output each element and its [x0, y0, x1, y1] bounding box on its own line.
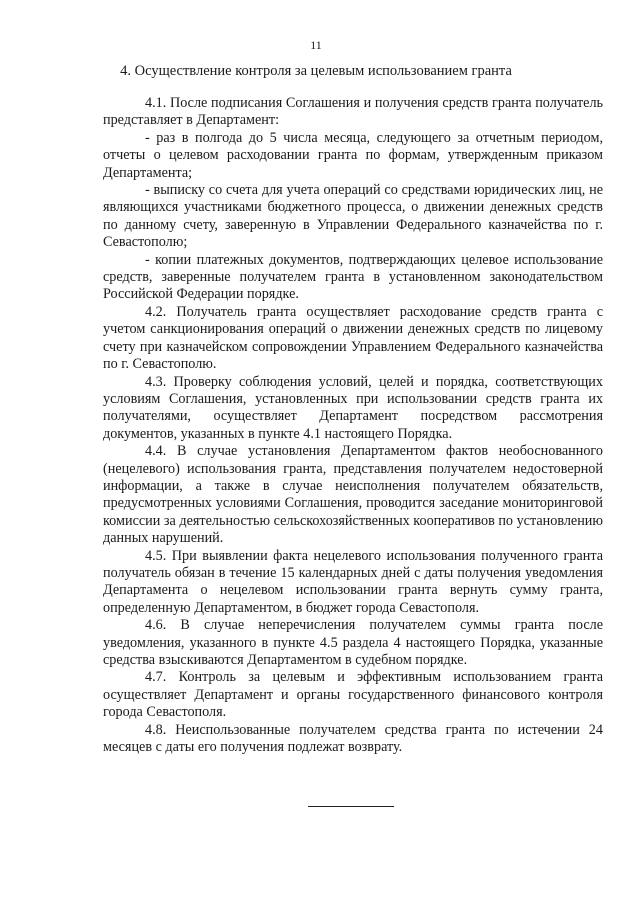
- end-divider: [308, 806, 394, 807]
- list-item-reports: - раз в полгода до 5 числа месяца, следующего за отчетным периодом, отчеты о целевом расходовании гранта по формам, утвержденным приказом Департамента;: [103, 129, 603, 181]
- paragraph-4-7: 4.7. Контроль за целевым и эффективным использованием гранта осуществляет Департамент и органы государственного финансового контроля города Севастополя.: [103, 669, 603, 721]
- paragraph-4-4: 4.4. В случае установления Департаментом фактов необоснованного (нецелевого) использования гранта, представления получателем недостоверной информации, а также в случае неисполнения получателем обязательств, предусмотренных условиями Соглашения, проводится заседание мониторинговой комиссии за деятельностью сельскохозяйственных кооперативов по установлению данных нарушений.: [103, 443, 603, 547]
- paragraph-4-6: 4.6. В случае неперечисления получателем суммы гранта после уведомления, указанного в пункте 4.5 раздела 4 настоящего Порядка, указанные средства взыскиваются Департаментом в судебном порядке.: [103, 617, 603, 668]
- list-item-account-statement: - выписку со счета для учета операций со средствами юридических лиц, не являющихся участниками бюджетного процесса, о движении денежных средств по данному счету, заверенную в Управлении Федерального казначейства по г. Севастополю;: [103, 182, 603, 251]
- page-number: 11: [310, 38, 322, 52]
- section-title: 4. Осуществление контроля за целевым использованием гранта: [120, 63, 512, 79]
- paragraph-4-3: 4.3. Проверку соблюдения условий, целей и порядка, соответствующих условиям Соглашения, установленных при использовании средств гранта их получателями, осуществляет Департамент посредством рассмотрения документов, указанных в пункте 4.1 настоящего Порядка.: [103, 373, 603, 442]
- section-body: [103, 95, 603, 756]
- paragraph-4-5: 4.5. При выявлении факта нецелевого использования полученного гранта получатель обязан в течение 15 календарных дней с даты получения уведомления Департамента о нецелевом использовании гранта вернуть сумму гранта, определенную Департаментом, в бюджет города Севастополя.: [103, 547, 603, 616]
- paragraph-4-8: 4.8. Неиспользованные получателем средства гранта по истечении 24 месяцев с даты его получения подлежат возврату.: [103, 721, 603, 756]
- paragraph-4-1: 4.1. После подписания Соглашения и получения средств гранта получатель представляет в Департамент:: [103, 95, 603, 129]
- paragraph-4-2: 4.2. Получатель гранта осуществляет расходование средств гранта с учетом санкционирования операций о движении денежных средств по лицевому счету при казначейском сопровождении Управлением Федерального казначейства по г. Севастополю.: [103, 303, 603, 373]
- list-item-payment-copies: - копии платежных документов, подтверждающих целевое использование средств, заверенные получателем гранта в установленном законодательством Российской Федерации порядке.: [103, 251, 603, 303]
